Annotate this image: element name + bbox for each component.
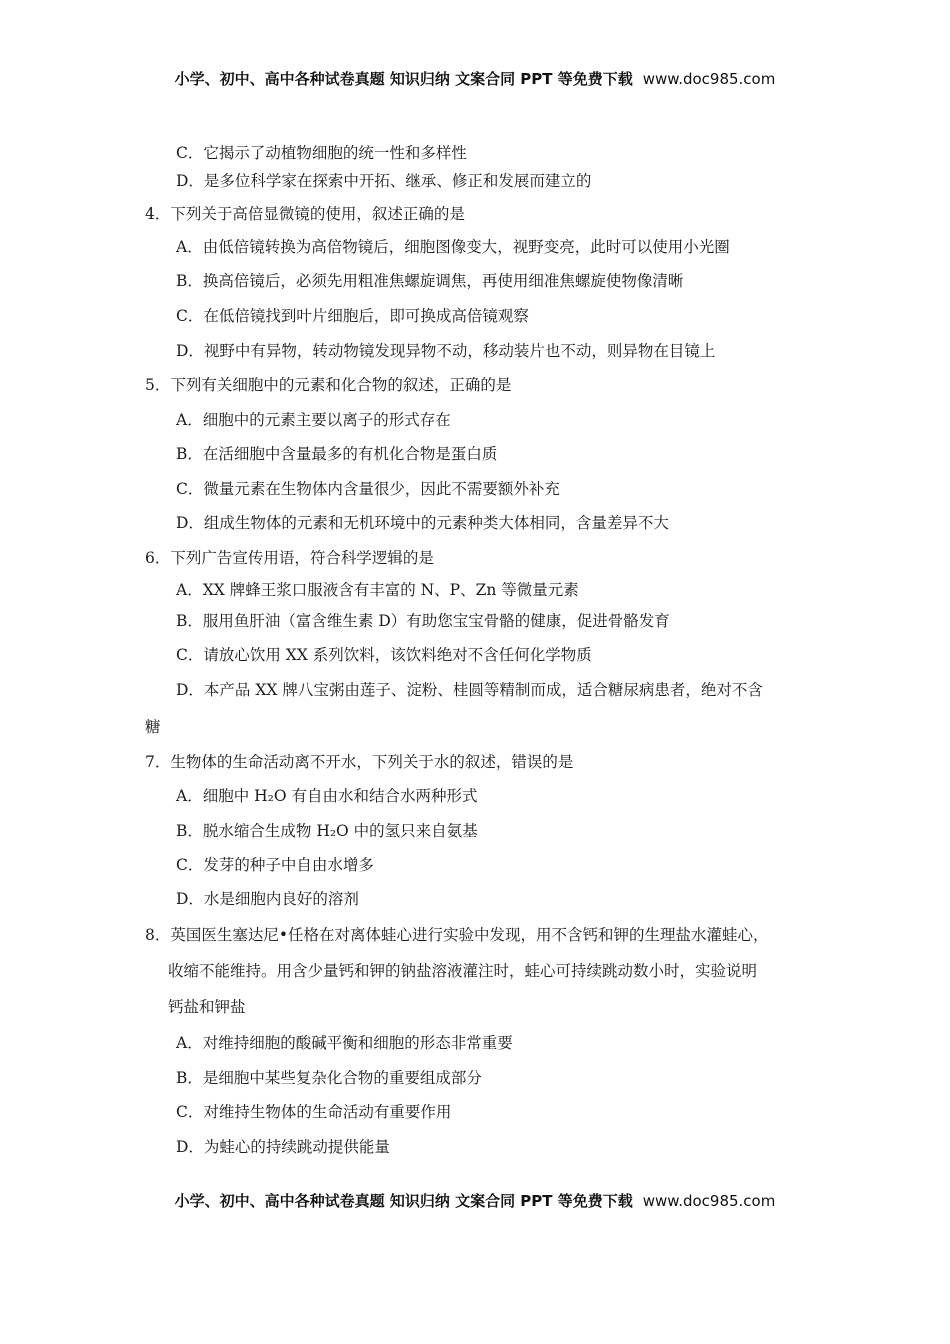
footer-banner-text: 小学、初中、高中各种试卷真题 知识归纳 文案合同 PPT 等免费下载 <box>174 1192 633 1210</box>
banner-text: 小学、初中、高中各种试卷真题 知识归纳 文案合同 PPT 等免费下载 <box>174 70 633 88</box>
option-d-q4: D．视野中有异物，转动物镜发现异物不动，移动装片也不动，则异物在目镜上 <box>176 342 716 360</box>
option-c-q6: C．请放心饮用 XX 系列饮料，该饮料绝对不含任何化学物质 <box>176 646 592 664</box>
option-d-q8: D．为蛙心的持续跳动提供能量 <box>176 1138 390 1156</box>
question-7: 7．生物体的生命活动离不开水，下列关于水的叙述，错误的是 <box>145 753 574 771</box>
option-a-q4: A．由低倍镜转换为高倍物镜后，细胞图像变大，视野变亮，此时可以使用小光圈 <box>176 238 730 256</box>
banner-url[interactable]: www.doc985.com <box>642 70 776 88</box>
footer-banner-url[interactable]: www.doc985.com <box>642 1192 776 1210</box>
option-c-q7: C．发芽的种子中自由水增多 <box>176 856 374 874</box>
option-c-q5: C．微量元素在生物体内含量很少，因此不需要额外补充 <box>176 480 560 498</box>
option-b-q6: B．服用鱼肝油（富含维生素 D）有助您宝宝骨骼的健康，促进骨骼发育 <box>176 612 670 630</box>
option-b-q4: B．换高倍镜后，必须先用粗准焦螺旋调焦，再使用细准焦螺旋使物像清晰 <box>176 272 684 290</box>
question-8: 8．英国医生塞达尼•任格在对离体蛙心进行实验中发现，用不含钙和钾的生理盐水灌蛙心， <box>145 926 769 944</box>
option-d-q5: D．组成生物体的元素和无机环境中的元素种类大体相同，含量差异不大 <box>176 514 669 532</box>
option-b-q5: B．在活细胞中含量最多的有机化合物是蛋白质 <box>176 445 498 463</box>
option-d-q6: D．本产品 XX 牌八宝粥由莲子、淀粉、桂圆等精制而成，适合糖尿病患者，绝对不含 <box>176 681 763 699</box>
option-b-q8: B．是细胞中某些复杂化合物的重要组成部分 <box>176 1069 482 1087</box>
option-a-q7: A．细胞中 H₂O 有自由水和结合水两种形式 <box>176 787 478 805</box>
question-5: 5．下列有关细胞中的元素和化合物的叙述，正确的是 <box>145 376 512 394</box>
question-4: 4．下列关于高倍显微镜的使用，叙述正确的是 <box>145 205 465 223</box>
header-banner <box>0 68 950 89</box>
option-a-q6: A．XX 牌蜂王浆口服液含有丰富的 N、P、Zn 等微量元素 <box>176 581 579 599</box>
option-d-q3: D．是多位科学家在探索中开拓、继承、修正和发展而建立的 <box>176 172 592 190</box>
question-6: 6．下列广告宣传用语，符合科学逻辑的是 <box>145 549 434 567</box>
question-8-line-2: 收缩不能维持。用含少量钙和钾的钠盐溶液灌注时，蛙心可持续跳动数小时，实验说明 <box>168 962 758 980</box>
option-c-q8: C．对维持生物体的生命活动有重要作用 <box>176 1103 452 1121</box>
footer-banner <box>0 1190 950 1211</box>
option-d-q6-continuation: 糖 <box>145 718 161 736</box>
option-a-q5: A．细胞中的元素主要以离子的形式存在 <box>176 411 451 429</box>
option-b-q7: B．脱水缩合生成物 H₂O 中的氢只来自氨基 <box>176 822 478 840</box>
option-c-q3: C．它揭示了动植物细胞的统一性和多样性 <box>176 144 467 162</box>
question-8-line-3: 钙盐和钾盐 <box>168 998 246 1016</box>
option-a-q8: A．对维持细胞的酸碱平衡和细胞的形态非常重要 <box>176 1034 513 1052</box>
option-c-q4: C．在低倍镜找到叶片细胞后，即可换成高倍镜观察 <box>176 307 529 325</box>
option-d-q7: D．水是细胞内良好的溶剂 <box>176 890 359 908</box>
